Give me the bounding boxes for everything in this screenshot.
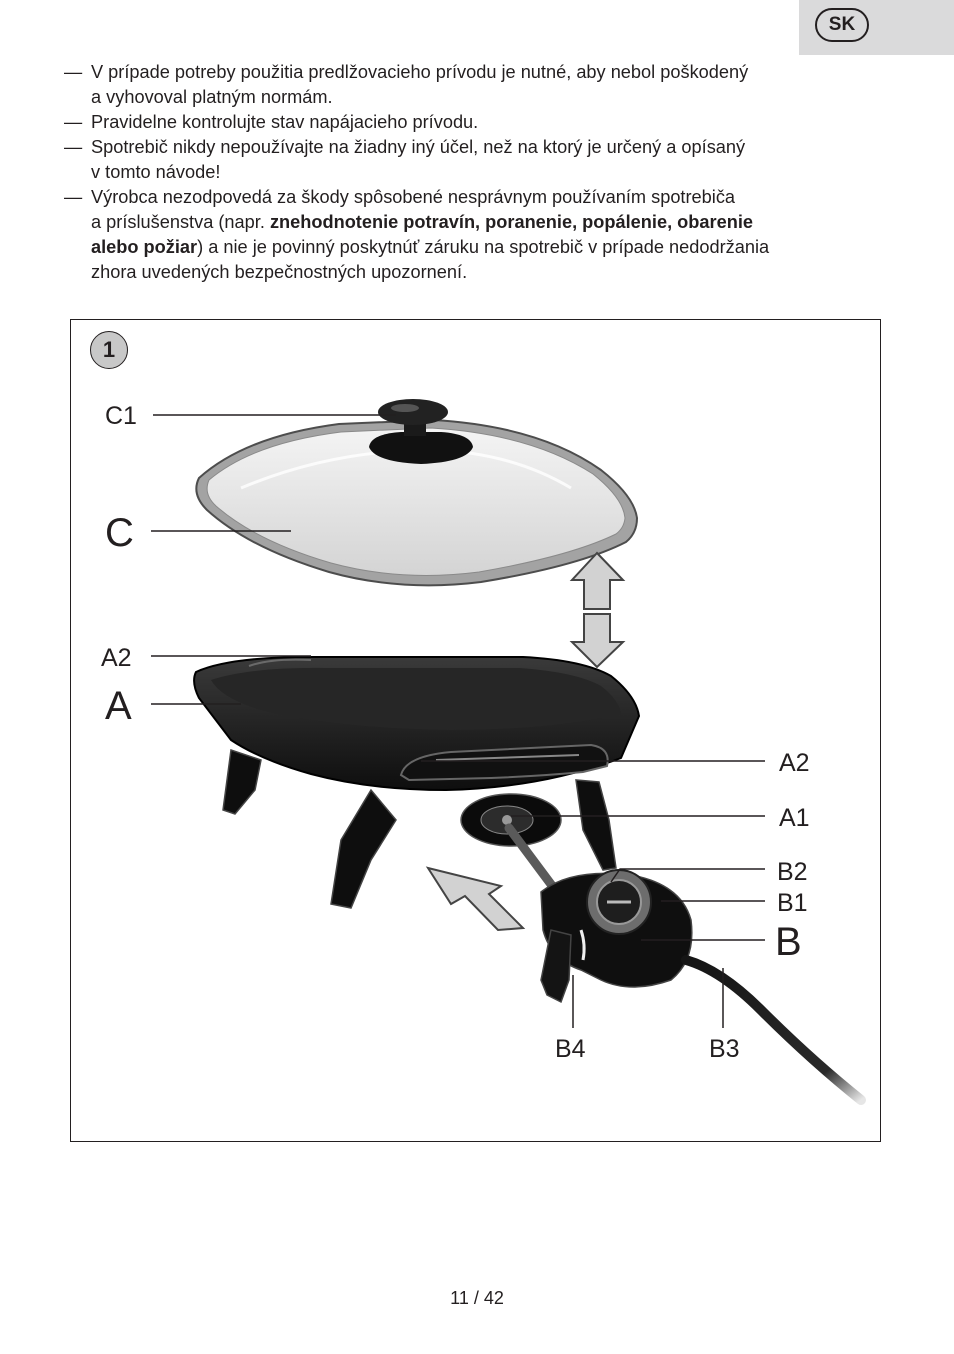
instruction-line: a vyhovoval platným normám.	[91, 87, 333, 107]
label-c: C	[105, 511, 134, 555]
insert-direction-arrow-icon	[428, 868, 523, 930]
bullet-dash: —	[64, 137, 83, 157]
label-b1: B1	[777, 889, 808, 917]
bullet-dash: —	[64, 187, 83, 207]
instruction-item	[64, 60, 884, 110]
power-cord	[686, 960, 861, 1100]
instruction-line: v tomto návode!	[91, 162, 221, 182]
label-b4: B4	[555, 1035, 586, 1063]
label-a1: A1	[779, 804, 810, 832]
instruction-item	[64, 110, 884, 135]
instruction-text: a príslušenstva (napr.	[91, 212, 270, 232]
instruction-text: ) a nie je povinný poskytnúť záruku na spotrebič v prípade nedodržania	[197, 237, 770, 257]
bullet-dash: —	[64, 112, 83, 132]
up-arrow-icon	[572, 553, 623, 609]
page-number: 11 / 42	[450, 1288, 504, 1308]
instruction-item	[64, 185, 884, 285]
instruction-line: Pravidelne kontrolujte stav napájacieho prívodu.	[91, 112, 479, 132]
figure-number-badge: 1	[90, 331, 128, 369]
label-a2-handle: A2	[779, 749, 810, 777]
instruction-line: zhora uvedených bezpečnostných upozornení.	[91, 262, 468, 282]
instruction-bold-text: znehodnotenie potravín, poranenie, popálenie, obarenie	[269, 212, 753, 232]
label-a: A	[105, 684, 132, 728]
temperature-controller	[541, 870, 692, 1002]
label-b: B	[775, 920, 802, 964]
pan-body	[194, 657, 639, 790]
instruction-line	[91, 235, 884, 260]
language-tab	[799, 0, 954, 55]
instruction-line: Spotrebič nikdy nepoužívajte na žiadny iný účel, než na ktorý je určený a opísaný	[91, 137, 746, 157]
instruction-line: V prípade potreby použitia predlžovacieho prívodu je nutné, aby nebol poškodený	[91, 62, 749, 82]
down-arrow-icon	[572, 614, 623, 667]
safety-instructions	[64, 60, 884, 285]
figure-1	[70, 319, 881, 1142]
label-a2-lid-edge: A2	[101, 644, 132, 672]
instruction-line	[91, 210, 884, 235]
electric-pan-illustration	[71, 320, 882, 1143]
language-code-badge: SK	[815, 8, 869, 42]
bullet-dash: —	[64, 62, 83, 82]
label-b2: B2	[777, 858, 808, 886]
label-c1: C1	[105, 402, 137, 430]
instruction-item	[64, 135, 884, 185]
instruction-bold-text: alebo požiar	[91, 237, 198, 257]
label-b3: B3	[709, 1035, 740, 1063]
instruction-line: Výrobca nezodpovedá za škody spôsobené nesprávnym používaním spotrebiča	[91, 187, 736, 207]
